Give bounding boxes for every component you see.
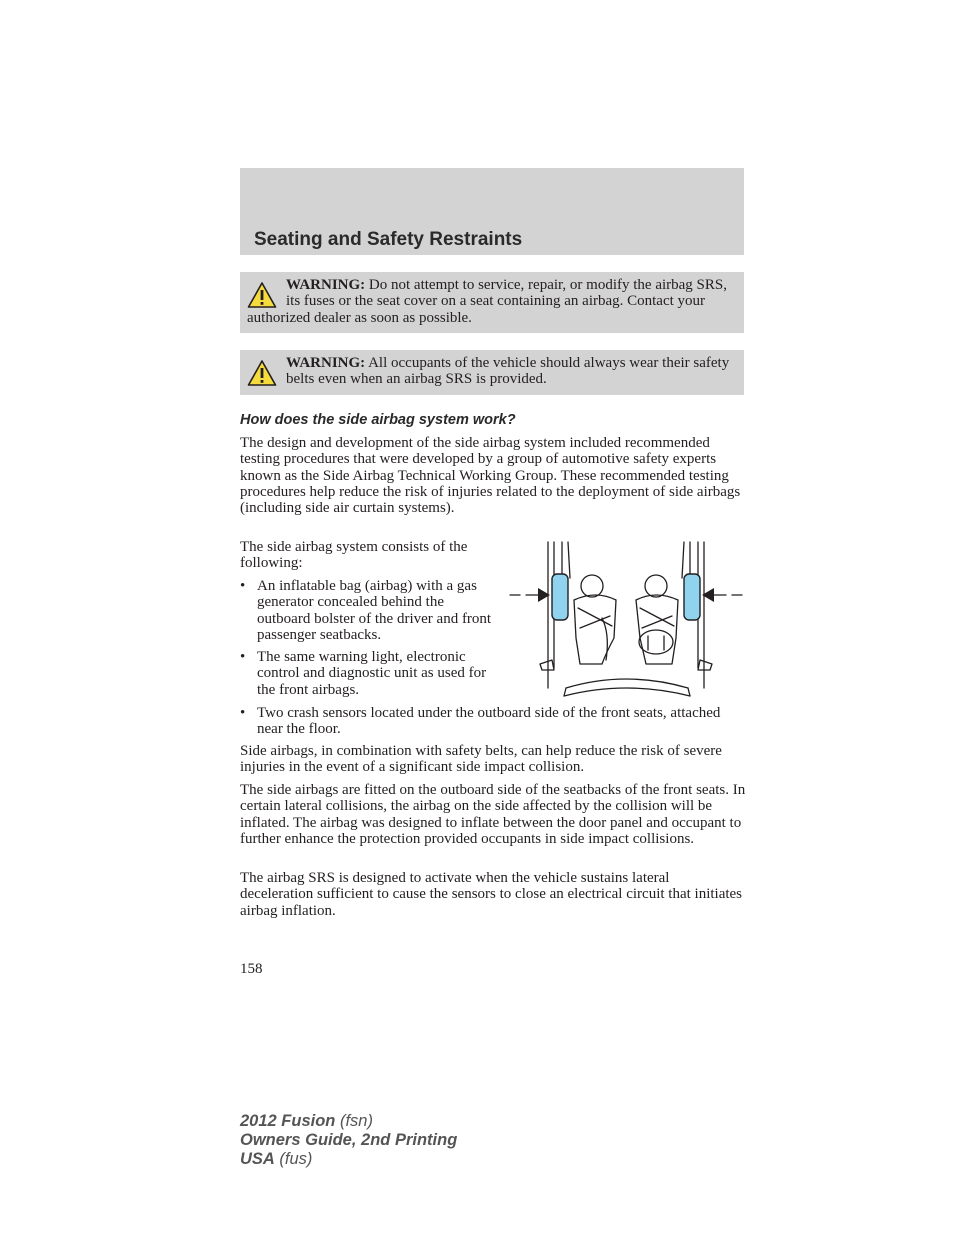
- warning-text: All occupants of the vehicle should always wear their safety belts even when an airbag SRS is provided.: [286, 355, 730, 388]
- subsection-heading: How does the side airbag system work?: [240, 412, 516, 428]
- list-item: • Two crash sensors located under the outboard side of the front seats, attached near the floor.: [240, 705, 746, 738]
- warning-triangle-icon: [247, 359, 277, 387]
- warning-box-seatbelts: [240, 350, 744, 395]
- paragraph-design: The design and development of the side airbag system included recommended testing procedures that were developed by a group of automotive safety experts known as the Side Airbag Technical Working Group. These recommended testing procedures help reduce the risk of injuries related to the deployment of side airbags (including side air curtain systems).: [240, 435, 741, 517]
- paragraph-consists: The side airbag system consists of the following:: [240, 539, 468, 572]
- document-footer: [240, 1112, 457, 1169]
- list-item: • The same warning light, electronic control and diagnostic unit as used for the front airbags.: [240, 649, 497, 698]
- footer-line-market: USA (fus): [240, 1150, 313, 1168]
- paragraph-side-airbags-belts: Side airbags, in combination with safety belts, can help reduce the risk of severe injuries in the event of a significant side impact collision.: [240, 743, 722, 776]
- side-airbag-illustration: [506, 538, 746, 706]
- page-number: 158: [240, 961, 263, 977]
- paragraph-side-airbags-fitted: The side airbags are fitted on the outboard side of the seatbacks of the front seats. In certain lateral collisions, the airbag on the side affected by the collision will be inflated. The airbag was designed to inflate between the door panel and occupant to further enhance the protection provided occupants in side impact collisions.: [240, 782, 746, 847]
- section-title: Seating and Safety Restraints: [254, 229, 523, 250]
- paragraph-airbag-activation: The airbag SRS is designed to activate when the vehicle sustains lateral deceleration sufficient to cause the sensors to close an electrical circuit that initiates airbag inflation.: [240, 870, 743, 919]
- warning-label: WARNING:: [286, 355, 366, 371]
- component-list-continued: [240, 705, 746, 744]
- warning-box-service: [240, 272, 744, 333]
- warning-text: Do not attempt to service, repair, or modify the airbag SRS, its fuses or the seat cover on a seat containing an airbag. Contact your authorized dealer as soon as possible.: [247, 277, 727, 326]
- footer-line-guide: Owners Guide, 2nd Printing: [240, 1131, 458, 1149]
- footer-line-model: 2012 Fusion (fsn): [240, 1112, 373, 1130]
- right-side-airbag: [684, 574, 700, 620]
- warning-label: WARNING:: [286, 277, 366, 293]
- list-item: • An inflatable bag (airbag) with a gas generator concealed behind the outboard bolster of the driver and front passenger seatbacks.: [240, 578, 497, 643]
- left-side-airbag: [552, 574, 568, 620]
- warning-triangle-icon: [247, 281, 277, 309]
